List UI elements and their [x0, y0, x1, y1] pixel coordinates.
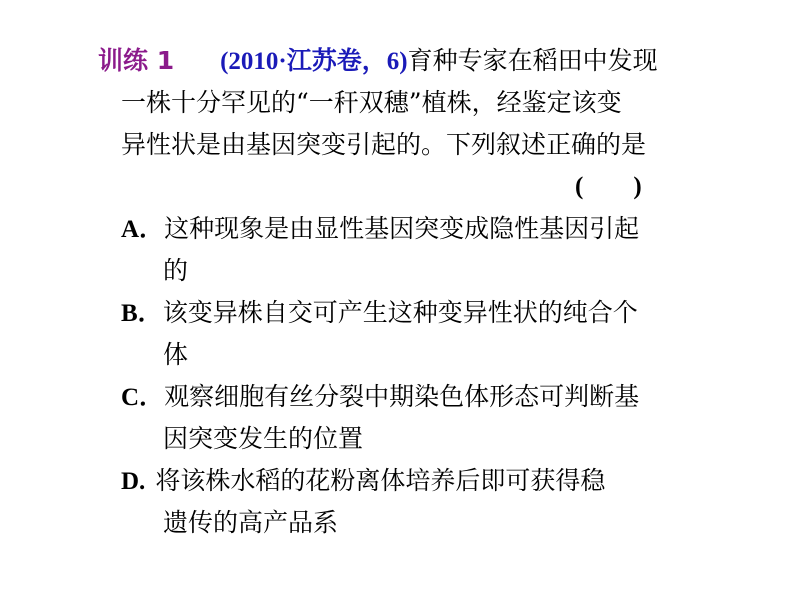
exercise-label: 训练 1: [98, 46, 175, 75]
option-a-continuation: 的: [163, 256, 189, 285]
option-c-continuation: 因突变发生的位置: [163, 424, 364, 453]
option-c-text-1: 观察细胞有丝分裂中期染色体形态可判断基: [164, 382, 640, 411]
option-b: [121, 298, 638, 329]
option-d: [121, 466, 605, 497]
option-c-letter: C．: [121, 384, 165, 411]
option-a-text-1: 这种现象是由显性基因突变成隐性基因引起: [164, 214, 640, 243]
option-d-text-1: 将该株水稻的花粉离体培养后即可获得稳: [155, 466, 606, 495]
option-a-letter: A．: [121, 216, 165, 243]
question-stem-line-2: 一株十分罕见的“一秆双穗”植株，经鉴定该变: [121, 88, 622, 117]
question-source: (2010·江苏卷，6): [220, 48, 408, 75]
question-stem-line-1: 育种专家在稻田中发现: [407, 46, 658, 75]
option-d-letter: D.: [121, 468, 146, 495]
option-c: [121, 382, 639, 413]
question-header-line: [98, 46, 658, 77]
answer-blank: ( ): [575, 173, 642, 200]
option-b-letter: B．: [121, 300, 163, 327]
option-b-text-1: 该变异株自交可产生这种变异性状的纯合个: [162, 298, 638, 327]
question-stem-line-3: 异性状是由基因突变引起的。下列叙述正确的是: [121, 130, 647, 159]
option-d-continuation: 遗传的高产品系: [163, 508, 339, 537]
option-b-continuation: 体: [163, 340, 189, 369]
option-a: [121, 214, 639, 245]
